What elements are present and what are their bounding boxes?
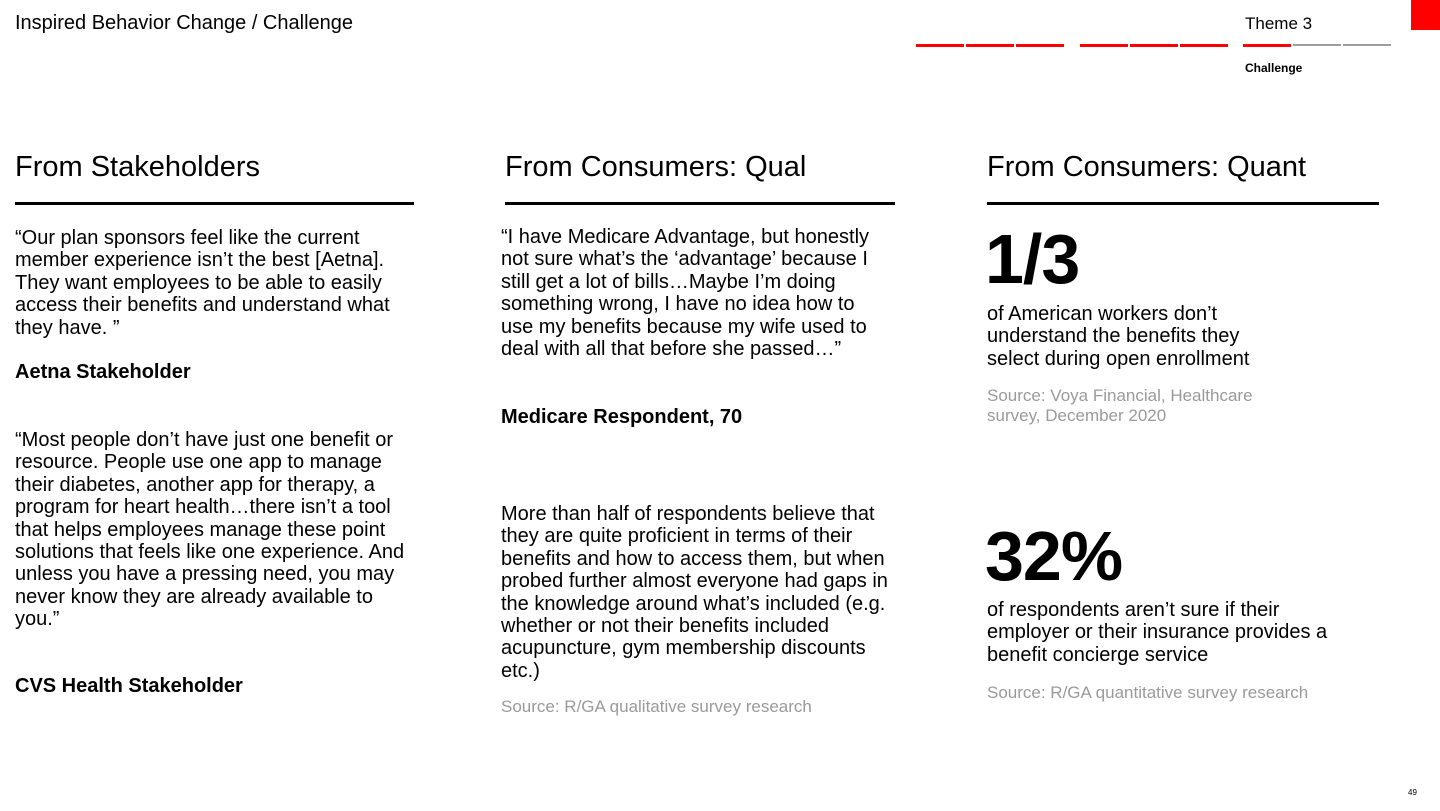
stakeholder-quote-aetna: “Our plan sponsors feel like the current member experience isn’t the best [Aetna]. They want employees to be able to easily access their benefits and understand what they have. ” [15, 227, 390, 339]
qual-quote: “I have Medicare Advantage, but honestly not sure what’s the ‘advantage’ because I still get a lot of bills…Maybe I’m doing something wrong, I have no idea how to use my benefits because my wife used to deal with all that before she passed…” [501, 226, 870, 361]
quant-stat-2-source: Source: R/GA quantitative survey research [987, 683, 1309, 702]
quant-stat-1: 1/3 [985, 220, 1080, 298]
stakeholders-title: From Stakeholders [15, 151, 260, 183]
stakeholder-quote-cvs: “Most people don’t have just one benefit or resource. People use one app to manage their diabetes, another app for therapy, a program for heart health…there isn’t a tool that helps employees manage these point solutions that feels like one experience. And unless you have a pressing need, you may never know they are already available to you.” [15, 429, 405, 631]
stakeholders-rule [15, 202, 414, 205]
page-number: 49 [1408, 788, 1417, 797]
progress-segment-3-2 [1293, 44, 1341, 46]
qual-finding: More than half of respondents believe that they are quite proficient in terms of their benefits and how to access them, but when probed further almost everyone had gaps in the knowledge around what’s included (e.g. whether or not their benefits included acupuncture, gym membership discounts etc.) [501, 503, 888, 682]
quant-stat-2-text: of respondents aren’t sure if their employer or their insurance provides a benefit concierge service [987, 599, 1328, 666]
progress-segment-2-3 [1180, 44, 1228, 47]
quant-stat-1-source: Source: Voya Financial, Healthcare survey, December 2020 [987, 386, 1253, 425]
progress-segment-3-1 [1243, 44, 1291, 47]
stakeholder-attrib-cvs: CVS Health Stakeholder [15, 675, 243, 697]
progress-segment-1-2 [966, 44, 1014, 47]
qual-attrib: Medicare Respondent, 70 [501, 406, 743, 428]
progress-segment-2-2 [1130, 44, 1178, 47]
section-label: Challenge [1245, 61, 1303, 75]
breadcrumb: Inspired Behavior Change / Challenge [15, 12, 353, 34]
quant-title: From Consumers: Quant [987, 151, 1307, 183]
brand-square [1411, 0, 1440, 30]
qual-source: Source: R/GA qualitative survey research [501, 697, 812, 716]
progress-segment-1-3 [1016, 44, 1064, 47]
theme-label: Theme 3 [1245, 14, 1313, 33]
quant-stat-2: 32% [985, 517, 1123, 595]
progress-segment-1-1 [916, 44, 964, 47]
qual-rule [505, 202, 895, 205]
progress-segment-3-3 [1343, 44, 1391, 46]
stakeholder-attrib-aetna: Aetna Stakeholder [15, 361, 191, 383]
quant-stat-1-text: of American workers don’t understand the benefits they select during open enrollment [987, 303, 1250, 370]
quant-rule [987, 202, 1379, 205]
progress-segment-2-1 [1080, 44, 1128, 47]
qual-title: From Consumers: Qual [505, 151, 807, 183]
